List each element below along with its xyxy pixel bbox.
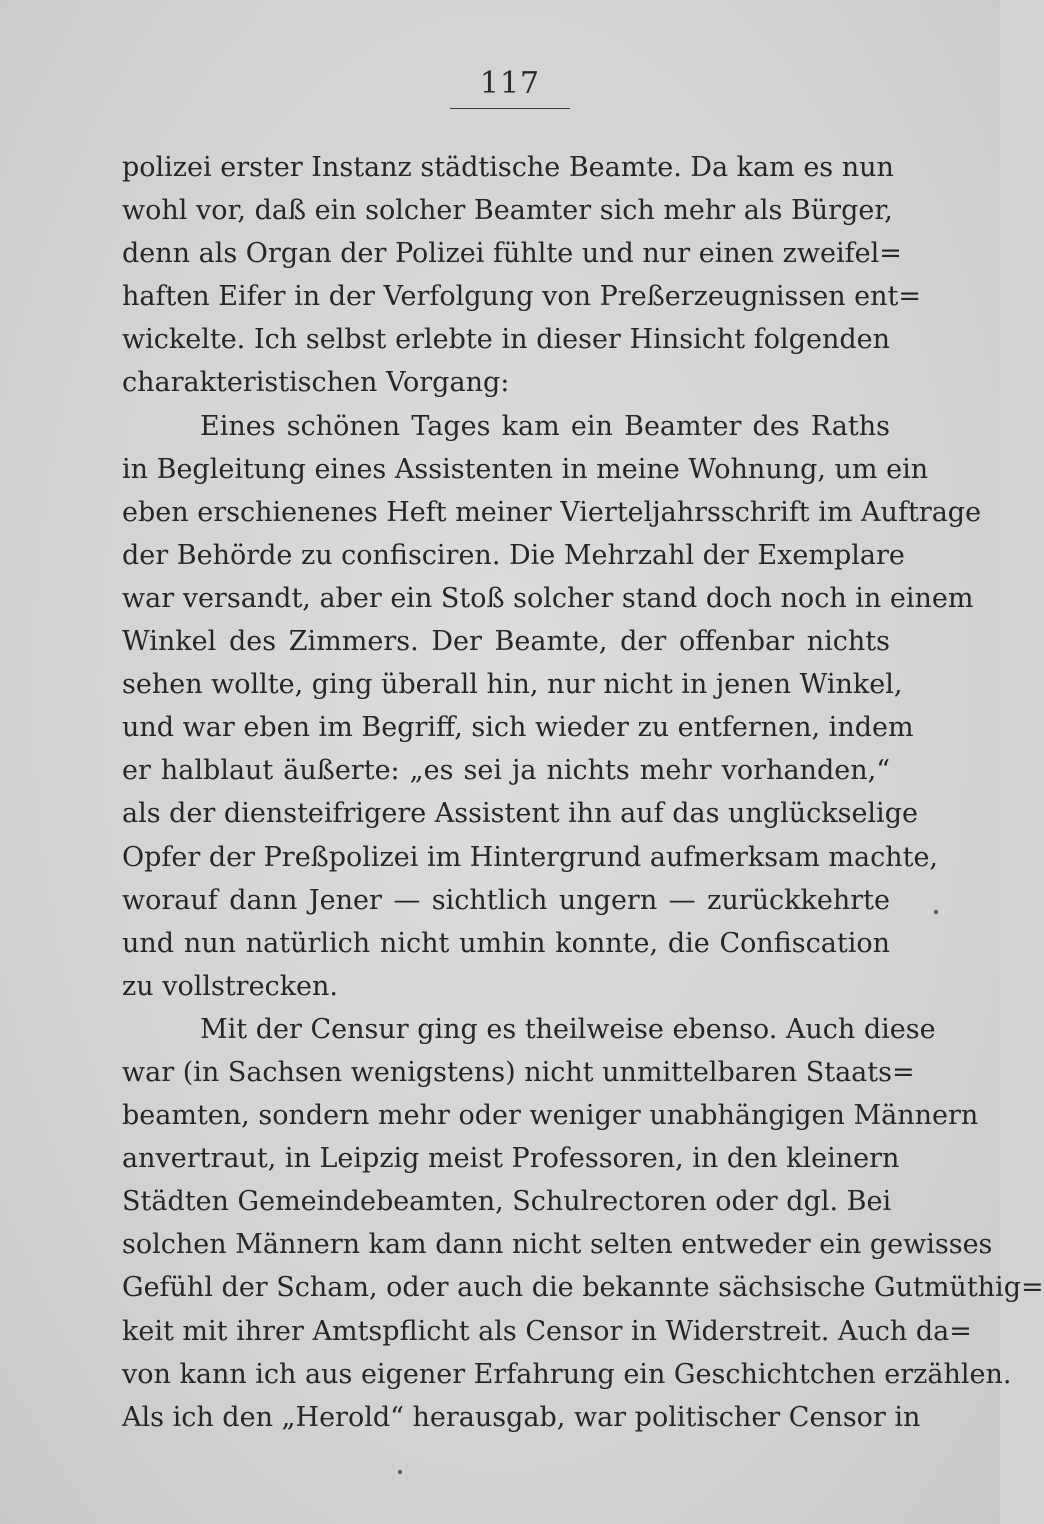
text-line: von kann ich aus eigener Erfahrung ein Geschichtchen erzählen.	[122, 1358, 1012, 1390]
text-line: und nun natürlich nicht umhin konnte, die Confiscation	[122, 927, 890, 959]
text-line: er halblaut äußerte: „es sei ja nichts mehr vorhanden,“	[122, 755, 890, 787]
text-line: Gefühl der Scham, oder auch die bekannte sächsische Gutmüthig=	[122, 1272, 1044, 1304]
text-line: eben erschienenes Heft meiner Vierteljahrsschrift im Auftrage	[122, 496, 982, 528]
text-line: denn als Organ der Polizei fühlte und nur einen zweifel=	[122, 238, 902, 270]
text-line: zu vollstrecken.	[122, 970, 338, 1002]
page-number: 117	[479, 66, 541, 101]
text-line: Mit der Censur ging es theilweise ebenso. Auch diese	[200, 1013, 936, 1045]
text-line: polizei erster Instanz städtische Beamte. Da kam es nun	[122, 152, 894, 183]
text-line: beamten, sondern mehr oder weniger unabhängigen Männern	[122, 1100, 979, 1132]
text-line: Eines schönen Tages kam ein Beamter des Raths	[200, 410, 890, 442]
text-line: sehen wollte, ging überall hin, nur nicht in jenen Winkel,	[122, 669, 903, 701]
text-line: war versandt, aber ein Stoß solcher stand doch noch in einem	[122, 582, 974, 614]
text-line: als der diensteifrigere Assistent ihn auf das unglückselige	[122, 798, 918, 830]
text-line: solchen Männern kam dann nicht selten entweder ein gewisses	[122, 1229, 993, 1261]
text-line: charakteristischen Vorgang:	[122, 367, 510, 399]
text-line: war (in Sachsen wenigstens) nicht unmittelbaren Staats=	[122, 1056, 915, 1088]
text-line: der Behörde zu confisciren. Die Mehrzahl der Exemplare	[122, 539, 905, 571]
text-line: haften Eifer in der Verfolgung von Preßerzeugnissen ent=	[122, 281, 922, 313]
text-line: worauf dann Jener — sichtlich ungern — zurückkehrte	[122, 884, 890, 916]
text-line: in Begleitung eines Assistenten in meine Wohnung, um ein	[122, 453, 929, 485]
body-text	[122, 146, 1044, 1439]
paper-speck	[398, 1470, 402, 1474]
text-line: und war eben im Begriff, sich wieder zu entfernen, indem	[122, 712, 914, 744]
text-line: Opfer der Preßpolizei im Hintergrund aufmerksam machte,	[122, 841, 938, 873]
text-line: anvertraut, in Leipzig meist Professoren, in den kleinern	[122, 1143, 900, 1175]
text-line: wohl vor, daß ein solcher Beamter sich mehr als Bürger,	[122, 195, 893, 227]
text-line: keit mit ihrer Amtspflicht als Censor in Widerstreit. Auch da=	[122, 1315, 972, 1347]
paper-speck	[934, 910, 938, 914]
page-number-rule	[450, 108, 570, 109]
text-line: Städten Gemeindebeamten, Schulrectoren oder dgl. Bei	[122, 1186, 892, 1218]
text-line: wickelte. Ich selbst erlebte in dieser Hinsicht folgenden	[122, 324, 890, 356]
text-line: Als ich den „Herold“ herausgab, war politischer Censor in	[122, 1401, 921, 1433]
text-line: Winkel des Zimmers. Der Beamte, der offenbar nichts	[122, 626, 890, 658]
